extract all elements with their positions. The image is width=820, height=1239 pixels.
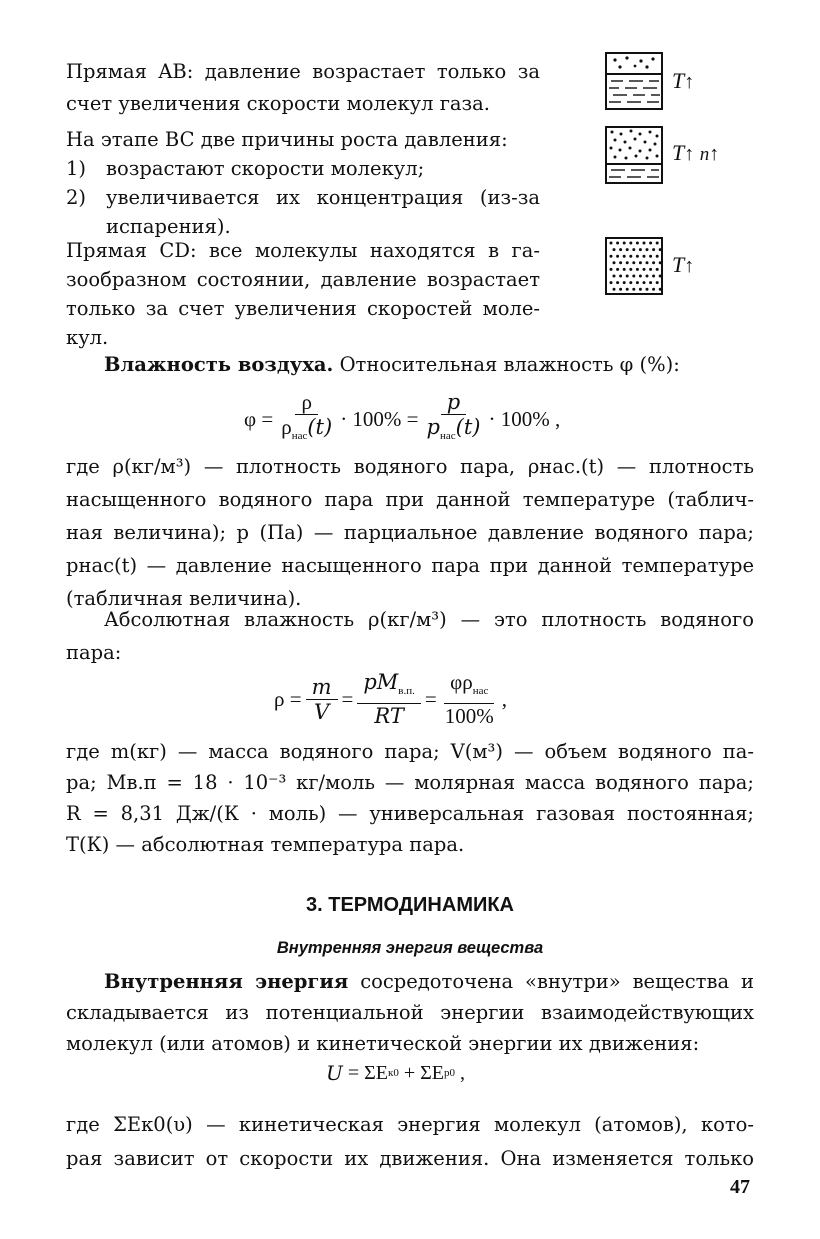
denominator — [277, 415, 336, 448]
figure-1-label — [672, 68, 694, 94]
list-item — [66, 154, 540, 183]
fraction — [357, 670, 421, 728]
gas-molecule — [616, 242, 619, 245]
paragraph-line: молекул (или атомов) и кинетической энергии их движения: — [66, 1032, 700, 1055]
gas-molecule — [613, 261, 616, 264]
gas-molecule — [652, 248, 655, 251]
paragraph-line: pнас(t) — давление насыщенного пара при данной температуре — [66, 554, 754, 577]
gas-molecule — [619, 248, 622, 251]
gas-molecule — [656, 255, 659, 258]
gas-molecule — [613, 248, 616, 251]
internal-energy-paragraph — [66, 966, 754, 1059]
gas-molecule — [626, 248, 629, 251]
paragraph-line — [66, 966, 754, 997]
gas-molecule — [649, 268, 652, 271]
paragraph-line: где ρ(кг/м³) — плотность водяного пара, ρнас.(t) — плотность — [66, 455, 754, 478]
den-arg: (t) — [307, 415, 333, 439]
humidity-intro — [66, 349, 754, 381]
list-item-text: возрастают скорости молекул; — [106, 157, 425, 180]
gas-molecule — [652, 288, 655, 291]
denominator — [423, 415, 485, 448]
paragraph-line: Абсолютная влажность ρ(кг/м³) — это плотность водяного — [104, 608, 754, 631]
gas-molecule — [652, 261, 655, 264]
formula-eq: = — [424, 686, 437, 711]
gas-molecule — [616, 255, 619, 258]
gas-molecule — [646, 261, 649, 264]
temperature-symbol: T — [672, 68, 685, 93]
internal-energy-formula — [326, 1061, 465, 1085]
paragraph-line: ная величина); p (Па) — парциальное давление водяного пара; — [66, 521, 754, 544]
gas-molecule — [629, 242, 632, 245]
numerator — [357, 670, 421, 704]
gas-molecule — [656, 281, 659, 284]
vessel-liquid-vapor-figure-2 — [605, 126, 663, 184]
gas-molecule — [613, 275, 616, 278]
den-symbol: ρ — [281, 415, 292, 439]
gas-molecule — [632, 248, 635, 251]
formula-tail: , — [501, 686, 507, 711]
gas-molecule — [619, 275, 622, 278]
gas-molecule — [656, 242, 659, 245]
paragraph-line: пара: — [66, 641, 122, 664]
formula-lhs: φ = — [244, 406, 274, 431]
gas-molecule — [659, 288, 662, 291]
den-subscript: нас — [439, 430, 456, 443]
gas-molecule — [616, 281, 619, 284]
gas-molecule — [649, 281, 652, 284]
fraction — [277, 390, 336, 448]
gas-molecule — [610, 242, 613, 245]
bc-reasons-list — [66, 154, 540, 241]
formula-u: U — [326, 1061, 343, 1085]
absolute-humidity-paragraph — [66, 603, 754, 669]
paragraph-line: только за счет увеличения скоростей моле- — [66, 297, 540, 320]
gas-molecule — [643, 281, 646, 284]
gas-molecule — [659, 248, 662, 251]
gas-molecule — [643, 242, 646, 245]
subscript: p0 — [444, 1067, 455, 1079]
gas-molecule — [649, 242, 652, 245]
gas-molecule — [643, 255, 646, 258]
numerator — [444, 670, 494, 704]
formula-eq: = — [341, 686, 354, 711]
figure-3-label — [672, 252, 694, 278]
gas-molecule — [610, 268, 613, 271]
absolute-humidity-explanation — [66, 736, 754, 860]
numerator: ρ — [295, 390, 317, 415]
paragraph-line: складывается из потенциальной энергии взаимодействующих — [66, 1001, 754, 1024]
paragraph-bc-lead: На этапе BC две причины роста давления: — [66, 128, 508, 151]
gas-molecule — [636, 242, 639, 245]
gas-molecule — [610, 281, 613, 284]
gas-molecule — [623, 242, 626, 245]
denominator: V — [313, 699, 330, 724]
gas-molecule — [623, 255, 626, 258]
gas-molecule — [659, 275, 662, 278]
numerator: p — [441, 390, 466, 415]
gas-molecule — [659, 261, 662, 264]
list-item — [66, 183, 540, 241]
gas-molecule — [619, 288, 622, 291]
num-symbol: φρ — [450, 670, 473, 694]
denominator: 100% — [444, 704, 494, 729]
gas-molecule — [629, 281, 632, 284]
formula-lhs: ρ = — [274, 686, 302, 711]
gas-molecule — [632, 261, 635, 264]
gas-molecule — [626, 288, 629, 291]
humidity-intro-text: Относительная влажность φ (%): — [339, 353, 680, 376]
arrow-up-icon: ↑ — [684, 143, 695, 165]
gas-molecule — [629, 255, 632, 258]
gas-molecule — [636, 255, 639, 258]
paragraph-line: T(К) — абсолютная температура пара. — [66, 833, 465, 856]
list-item-text: увеличивается их концентрация (из-за испарения). — [106, 186, 540, 238]
gas-molecule — [626, 261, 629, 264]
gas-molecule — [626, 275, 629, 278]
paragraph-line: насыщенного водяного пара при данной температуре (таблич- — [66, 488, 754, 511]
gas-molecule — [646, 288, 649, 291]
gas-molecule — [613, 288, 616, 291]
denominator: RT — [374, 704, 404, 729]
den-arg: (t) — [455, 415, 481, 439]
gas-molecule — [643, 268, 646, 271]
fraction — [306, 675, 338, 724]
vessel-gas-figure-3 — [605, 237, 663, 295]
page-number: 47 — [730, 1176, 750, 1198]
formula-mul: · 100% = — [340, 406, 419, 431]
bold-term: Внутренняя энергия — [104, 970, 349, 993]
vessel-liquid-vapor-figure-1 — [605, 52, 663, 110]
gas-molecule — [646, 248, 649, 251]
formula-tail: , — [460, 1061, 465, 1084]
gas-molecule — [632, 288, 635, 291]
paragraph-line: (табличная величина). — [66, 587, 302, 610]
gas-molecule — [639, 288, 642, 291]
line-text: сосредоточена «внутри» вещества и — [360, 970, 754, 993]
kinetic-energy-paragraph — [66, 1108, 754, 1176]
paragraph-line: ра; Mв.п = 18 · 10⁻³ кг/моль — молярная масса водяного пара; — [66, 771, 754, 794]
fraction — [441, 670, 498, 728]
gas-molecule — [629, 268, 632, 271]
gas-molecule — [639, 248, 642, 251]
gas-molecule — [649, 255, 652, 258]
formula-eq: = ΣE — [347, 1061, 388, 1084]
relative-humidity-formula — [244, 390, 560, 448]
num-subscript: нас — [472, 685, 489, 698]
paragraph-ab — [66, 56, 540, 120]
gas-molecule — [639, 275, 642, 278]
paragraph-line: Прямая AB: давление возрастает только за — [66, 60, 540, 83]
section-subtitle: Внутренняя энергия вещества — [276, 939, 544, 957]
list-item-number: 2) — [66, 186, 87, 209]
den-symbol: p — [426, 415, 440, 439]
den-subscript: нас — [291, 430, 308, 443]
numerator: m — [306, 675, 338, 700]
gas-molecule — [623, 281, 626, 284]
gas-molecule — [656, 268, 659, 271]
paragraph-line: кул. — [66, 326, 109, 349]
absolute-humidity-formula — [274, 670, 507, 728]
gas-molecule — [632, 275, 635, 278]
section-title: 3. ТЕРМОДИНАМИКА — [305, 894, 515, 916]
num-subscript: в.п. — [398, 685, 415, 698]
gas-molecule — [646, 275, 649, 278]
paragraph-line: где ΣEк0(υ) — кинетическая энергия молекул (атомов), кото- — [66, 1113, 754, 1136]
paragraph-cd — [66, 236, 540, 352]
paragraph-line: Прямая CD: все молекулы находятся в га- — [66, 239, 540, 262]
paragraph-line: зообразном состоянии, давление возрастает — [66, 268, 540, 291]
gas-molecule — [639, 261, 642, 264]
temperature-symbol: T — [672, 252, 685, 277]
arrow-up-icon: ↑ — [684, 255, 695, 277]
gas-molecule — [623, 268, 626, 271]
paragraph-line: R = 8,31 Дж/(К · моль) — универсальная газовая постоянная; — [66, 802, 754, 825]
humidity-explanation — [66, 450, 754, 615]
humidity-heading: Влажность воздуха. — [104, 353, 334, 376]
subscript: к0 — [388, 1067, 399, 1079]
gas-molecule — [636, 268, 639, 271]
paragraph-line: где m(кг) — масса водяного пара; V(м³) — объем водяного па- — [66, 740, 754, 763]
gas-molecule — [610, 255, 613, 258]
figure-2-label — [672, 140, 719, 166]
paragraph-line: счет увеличения скорости молекул газа. — [66, 92, 491, 115]
concentration-symbol: n — [699, 144, 710, 165]
formula-plus: + ΣE — [403, 1061, 444, 1084]
arrow-up-icon: ↑ — [684, 71, 695, 93]
gas-molecule — [636, 281, 639, 284]
fraction — [423, 390, 485, 448]
arrow-up-icon: ↑ — [709, 143, 720, 165]
gas-molecule — [616, 268, 619, 271]
paragraph-line: рая зависит от скорости их движения. Она изменяется только — [66, 1147, 754, 1170]
temperature-symbol: T — [672, 140, 685, 165]
num-symbol: pM — [363, 670, 399, 694]
formula-mul: · 100% , — [488, 406, 561, 431]
gas-molecule — [652, 275, 655, 278]
gas-molecule — [619, 261, 622, 264]
list-item-number: 1) — [66, 157, 87, 180]
